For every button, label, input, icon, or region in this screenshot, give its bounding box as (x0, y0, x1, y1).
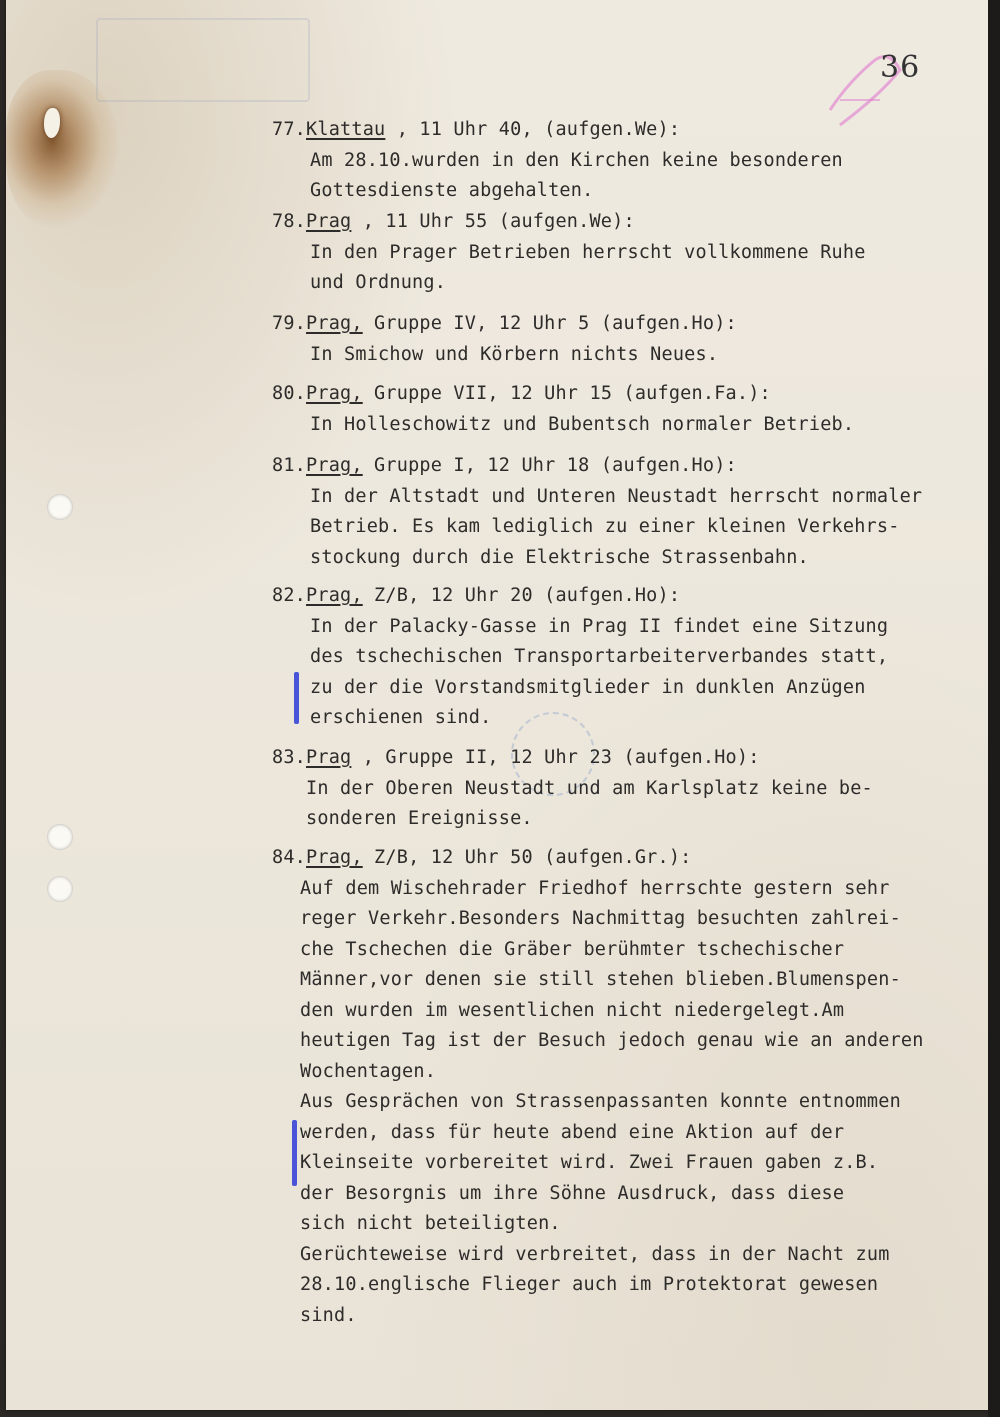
entry-body-line: Aus Gesprächen von Strassenpassanten konnte entnommen (300, 1091, 901, 1112)
entry-number: 77. (272, 119, 307, 140)
entry-header (272, 118, 680, 142)
entry-place: Prag, (306, 383, 363, 404)
entry-body-line: reger Verkehr.Besonders Nachmittag besuchten zahlrei- (300, 908, 901, 929)
entry-body-line: zu der die Vorstandsmitglieder in dunklen Anzügen (310, 676, 866, 698)
entry-body-line: Auf dem Wischehrader Friedhof herrschte gestern sehr (300, 877, 890, 899)
entry-header (272, 746, 760, 770)
entry-body-line: In den Prager Betrieben herrscht vollkommene Ruhe (310, 241, 866, 263)
entry-body-line: werden, dass für heute abend eine Aktion auf der (300, 1121, 845, 1143)
entry-place: Prag, (306, 847, 363, 868)
entry-header (272, 312, 737, 336)
entry-body-line: In der Oberen Neustadt und am Karlsplatz keine be- (306, 777, 873, 799)
entry-body-line: In der Altstadt und Unteren Neustadt herrscht normaler (310, 485, 923, 507)
entry-meta: Gruppe IV, 12 Uhr 5 (aufgen.Ho): (362, 313, 737, 334)
entry-body-line: In Smichow und Körbern nichts Neues. (310, 343, 719, 365)
page-number: 36 (880, 50, 921, 85)
entry-header (272, 210, 635, 234)
entry-number: 80. (272, 383, 307, 404)
entry-body-line: che Tschechen die Gräber berühmter tschechischer (300, 938, 845, 960)
entry-body-line: sonderen Ereignisse. (306, 808, 533, 829)
entry-body-line: Am 28.10.wurden in den Kirchen keine besonderen (310, 149, 843, 171)
entry-place: Prag (306, 211, 352, 232)
entry-body-line: 28.10.englische Flieger auch im Protektorat gewesen (300, 1274, 879, 1295)
entry-meta: , 11 Uhr 55 (aufgen.We): (351, 211, 635, 232)
entry-meta: Gruppe I, 12 Uhr 18 (aufgen.Ho): (362, 455, 737, 476)
entry-body-line: Gottesdienste abgehalten. (310, 180, 594, 201)
entry-body-line: der Besorgnis um ihre Söhne Ausdruck, dass diese (300, 1182, 845, 1204)
entry-number: 84. (272, 847, 307, 868)
entry-body-line: den wurden im wesentlichen nicht niedergelegt.Am (300, 999, 845, 1021)
entry-number: 82. (272, 585, 307, 606)
entry-number: 83. (272, 747, 307, 768)
entry-body-line: des tschechischen Transportarbeiterverbandes statt, (310, 646, 889, 667)
entry-number: 78. (272, 211, 307, 232)
entry-body-line: Kleinseite vorbereitet wird. Zwei Frauen gaben z.B. (300, 1152, 879, 1173)
entry-body-line: In Holleschowitz und Bubentsch normaler Betrieb. (310, 413, 855, 435)
entry-number: 81. (272, 455, 307, 476)
entry-place: Klattau (306, 119, 386, 140)
entry-number: 79. (272, 313, 307, 334)
entry-body-line: und Ordnung. (310, 272, 447, 293)
entry-header (272, 846, 692, 870)
entry-body-line: stockung durch die Elektrische Strassenbahn. (310, 546, 809, 568)
entry-header (272, 454, 737, 478)
entry-body-line: heutigen Tag ist der Besuch jedoch genau wie an anderen (300, 1030, 924, 1051)
entry-meta: Gruppe VII, 12 Uhr 15 (aufgen.Fa.): (362, 383, 771, 404)
entry-body-line: Wochentagen. (300, 1060, 437, 1082)
entry-body-line: sind. (300, 1304, 357, 1326)
entry-body-line: Betrieb. Es kam lediglich zu einer kleinen Verkehrs- (310, 516, 900, 537)
entry-header (272, 584, 680, 608)
entry-meta: Z/B, 12 Uhr 50 (aufgen.Gr.): (362, 847, 692, 868)
entry-meta: Z/B, 12 Uhr 20 (aufgen.Ho): (362, 585, 681, 606)
entry-body-line: Gerüchteweise wird verbreitet, dass in der Nacht zum (300, 1243, 890, 1265)
entry-place: Prag, (306, 455, 363, 476)
entry-body-line: sich nicht beteiligten. (300, 1213, 561, 1234)
entry-header (272, 382, 771, 406)
entry-place: Prag, (306, 313, 363, 334)
entry-body-line: erschienen sind. (310, 707, 492, 728)
entry-meta: , Gruppe II, 12 Uhr 23 (aufgen.Ho): (351, 747, 760, 768)
entry-body-line: Männer,vor denen sie still stehen blieben.Blumenspen- (300, 969, 901, 990)
entry-place: Prag, (306, 585, 363, 606)
entry-body-line: In der Palacky-Gasse in Prag II findet eine Sitzung (310, 615, 889, 637)
entry-meta: , 11 Uhr 40, (aufgen.We): (385, 119, 681, 140)
entry-place: Prag (306, 747, 352, 768)
